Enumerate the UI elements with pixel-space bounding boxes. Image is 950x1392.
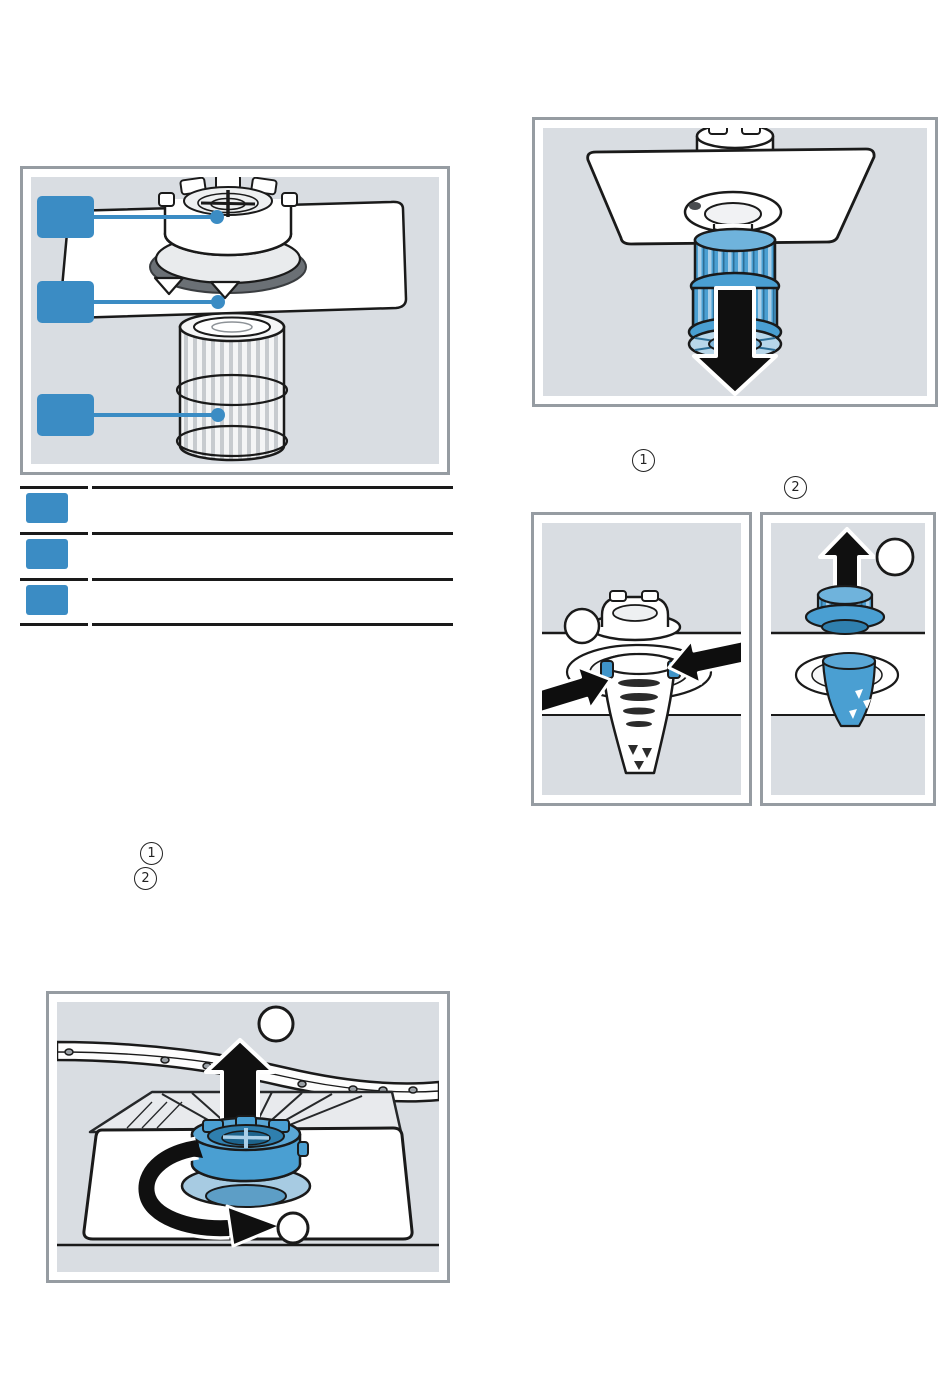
- legend-text-2: [100, 542, 445, 580]
- legend-marker-2: [26, 539, 68, 569]
- step-1-marker-left: 1: [140, 842, 163, 865]
- press-clips-drawing: [542, 523, 741, 795]
- blue-cap-lifted: [806, 586, 884, 634]
- figure-unscrew-filter: [46, 991, 450, 1283]
- figure-unscrew-filter-canvas: [57, 1002, 439, 1272]
- coarse-filter-top: [150, 177, 306, 293]
- panel-press-clips: [531, 512, 752, 806]
- panel-lift-out-canvas: [771, 523, 925, 795]
- step-circle-placeholder: [877, 539, 913, 575]
- legend-marker-1: [26, 493, 68, 523]
- legend-text-3: [100, 588, 445, 626]
- filter-overview-drawing: [31, 177, 439, 464]
- figure-remove-filter-canvas: [543, 128, 927, 396]
- step-2-marker-right: 2: [784, 476, 807, 499]
- filter-cap-side-view: [590, 591, 680, 640]
- filter-legend-table: [20, 486, 453, 626]
- step-circle-placeholder: [565, 609, 599, 643]
- panel-press-clips-canvas: [542, 523, 741, 795]
- panel-lift-out: [760, 512, 936, 806]
- blue-filter-cap: [182, 1116, 310, 1207]
- legend-text-1: [100, 496, 445, 534]
- step-2-marker-left: 2: [134, 867, 157, 890]
- figure-filter-overview: [20, 166, 450, 475]
- step-circle-placeholder: [278, 1213, 308, 1243]
- step-1-marker-right: 1: [632, 449, 655, 472]
- figure-remove-filter: [532, 117, 938, 407]
- legend-marker-3: [26, 585, 68, 615]
- mesh-filter-cylinder: [177, 313, 287, 460]
- figure-filter-overview-canvas: [31, 177, 439, 464]
- unscrew-filter-drawing: [57, 1002, 439, 1272]
- remove-filter-drawing: [543, 128, 927, 396]
- step-circle-placeholder: [259, 1007, 293, 1041]
- lift-out-drawing: [771, 523, 925, 795]
